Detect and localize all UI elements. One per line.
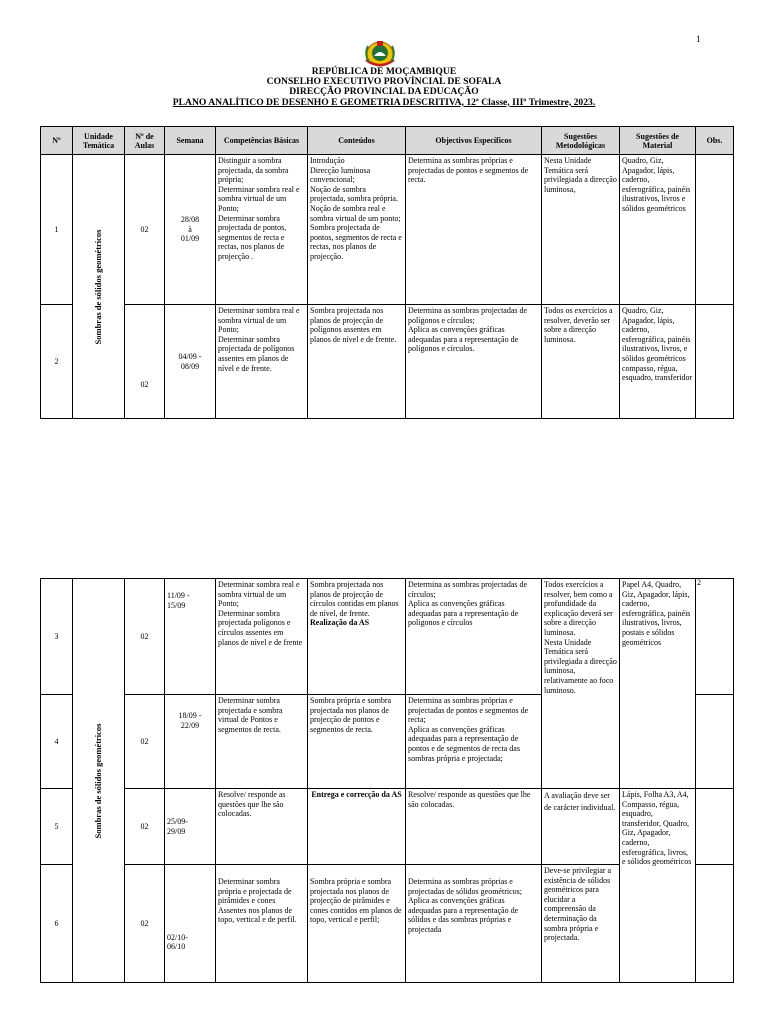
row-number: 6 bbox=[41, 865, 73, 983]
header-directorate: DIRECÇÃO PROVINCIAL DA EDUCAÇÃO bbox=[289, 86, 479, 98]
obs-cell bbox=[696, 865, 734, 983]
obs-cell bbox=[696, 305, 734, 419]
table-row bbox=[41, 155, 734, 305]
competencies-text: Determinar sombra real e sombra virtual de um Ponto; Determinar sombra projectada polígonos e círculos assentes em planos de nível e de frente bbox=[216, 579, 308, 695]
col-header-unit: Unidade Temática bbox=[73, 127, 125, 155]
contents-bold-text: Entrega e correcção da AS bbox=[308, 789, 406, 865]
col-header-week: Semana bbox=[165, 127, 216, 155]
competencies-text: Determinar sombra real e sombra virtual de um Ponto; Determinar sombra projectada de polígonos assentes em planos de nível e de frente. bbox=[216, 305, 308, 419]
week-range: 28/08 à 01/09 bbox=[165, 155, 216, 305]
col-header-material: Sugestões de Material bbox=[620, 127, 696, 155]
contents-text: Sombra própria e sombra projectada nos planos de projecção de pontos e segmentos de recta. bbox=[308, 695, 406, 789]
plan-table-page-1 bbox=[40, 126, 734, 419]
week-range: 11/09 - 15/09 bbox=[165, 579, 216, 695]
contents-text: Sombra projectada nos planos de projecção de círculos contidas em planos de nível, de frente. bbox=[310, 580, 399, 618]
table-header-row bbox=[41, 127, 734, 155]
col-header-obs: Obs. bbox=[696, 127, 734, 155]
contents-text: Sombra projectada nos planos de projecção de polígonos assentes em planos de nível e de frente. bbox=[308, 305, 406, 419]
col-header-competencies: Competências Básicas bbox=[216, 127, 308, 155]
contents-bold-text: Realização da AS bbox=[310, 618, 370, 628]
material-text: Lápis, Folha A3, A4, Compasso, régua, esquadro, transferidor, Quadro, Giz, Apagador, caderno, esferográfica, livros, e sólidos geométricos bbox=[620, 789, 696, 983]
row-number: 5 bbox=[41, 789, 73, 865]
col-header-contents: Conteúdos bbox=[308, 127, 406, 155]
objectives-text: Determina as sombras próprias e projectadas de pontos e segmentos de recta; Aplica as convenções gráficas adequadas para a representação de pontos e de segmentos de recta das sombras própria e projectada; bbox=[406, 695, 542, 789]
page-number-2: 2 bbox=[697, 578, 701, 587]
lessons-count: 02 bbox=[125, 695, 165, 789]
row-number: 4 bbox=[41, 695, 73, 789]
material-text: Papel A4, Quadro, Giz, Apagador, lápis, caderno, esferográfica, painéis ilustrativos, livros, postais e sólidos geométricos bbox=[620, 579, 696, 789]
week-range: 02/10- 06/10 bbox=[165, 865, 216, 983]
lessons-count: 02 bbox=[125, 579, 165, 695]
objectives-text: Determina as sombras próprias e projectadas de pontos e segmentos de recta. bbox=[406, 155, 542, 305]
col-header-methodology: Sugestões Metodológicas bbox=[542, 127, 620, 155]
row-number: 3 bbox=[41, 579, 73, 695]
week-range: 04/09 - 08/09 bbox=[165, 305, 216, 419]
table-row bbox=[41, 305, 734, 419]
table-row bbox=[41, 789, 734, 865]
page-number: 1 bbox=[696, 34, 701, 44]
competencies-text: Resolve/ responde as questões que lhe são colocadas. bbox=[216, 789, 308, 865]
table-row bbox=[41, 579, 734, 695]
methodology-text: Todos os exercícios a resolver, deverão ser sobre a direcção luminosa. bbox=[542, 305, 620, 419]
week-range: 25/09- 29/09 bbox=[165, 789, 216, 865]
objectives-text: Determina as sombras próprias e projectadas de sólidos geométricos; Aplica as convenções gráficas adequadas para a representação de sólidos e das sombras próprias e projectada bbox=[406, 865, 542, 983]
header-republic: REPÚBLICA DE MOÇAMBIQUE bbox=[311, 66, 457, 77]
material-text: Quadro, Giz, Apagador, lápis, caderno, esferográfica, painéis ilustrativos, livros, e sólidos geométricos compasso, régua, esquadro, transferidor bbox=[620, 305, 696, 419]
col-header-number: Nº bbox=[41, 127, 73, 155]
methodology-text: A avaliação deve ser de carácter individual. bbox=[542, 789, 620, 865]
objectives-text: Determina as sombras projectadas de polígonos e círculos; Aplica as convenções gráficas adequadas para a representação de polígonos e círculos. bbox=[406, 305, 542, 419]
unit-name: Sombras de sólidos geométricos bbox=[92, 723, 103, 838]
lessons-count: 02 bbox=[125, 789, 165, 865]
obs-cell bbox=[696, 155, 734, 305]
methodology-text: Todos exercícios a resolver, bem como a profundidade da explicação deverá ser sobre a direcção luminosa. Nesta Unidade Temática será privilegiada a direcção luminosa, relativamente ao foco luminoso. bbox=[542, 579, 620, 789]
competencies-text: Determinar sombra própria e projectada de pirâmides e cones Assentes nos planos de topo, vertical e de perfil. bbox=[216, 865, 308, 983]
document-header bbox=[0, 67, 768, 108]
coat-of-arms-emblem bbox=[360, 36, 400, 68]
header-council: CONSELHO EXECUTIVO PROVÍNCIAL DE SOFALA bbox=[266, 76, 502, 88]
lessons-count: 02 bbox=[125, 155, 165, 305]
objectives-text: Determina as sombras projectadas de círculos; Aplica as convenções gráficas adequadas para a representação de polígonos e círculos bbox=[406, 579, 542, 695]
row-number: 2 bbox=[41, 305, 73, 419]
header-plan-title: PLANO ANALÍTICO DE DESENHO E GEOMETRIA DESCRITIVA, 12ª Classe, IIIº Trimestre, 2023. bbox=[172, 96, 596, 108]
obs-cell bbox=[696, 695, 734, 789]
week-range: 18/09 - 22/09 bbox=[165, 695, 216, 789]
material-text: Quadro, Giz, Apagador, lápis, caderno, esferográfica, painéis ilustrativos, livros e sólidos geométricos bbox=[620, 155, 696, 305]
competencies-text: Determinar sombra projectada e sombra virtual de Pontos e segmentos de recta. bbox=[216, 695, 308, 789]
unit-cell bbox=[73, 155, 125, 419]
col-header-objectives: Objectivos Específicos bbox=[406, 127, 542, 155]
row-number: 1 bbox=[41, 155, 73, 305]
contents-cell bbox=[308, 579, 406, 695]
lessons-count: 02 bbox=[125, 865, 165, 983]
plan-table-page-2 bbox=[40, 578, 734, 983]
contents-text: Sombra própria e sombra projectada nos planos de projecção de pirâmides e cones contidos em planos de topo, vertical e perfil; bbox=[308, 865, 406, 983]
obs-cell bbox=[696, 579, 734, 695]
methodology-text: Deve-se privilegiar a existência de sólidos geométricos para elucidar a compreensão da determinação da sombra própria e projectada. bbox=[542, 865, 620, 983]
unit-name: Sombras de sólidos geométricos bbox=[92, 229, 103, 344]
obs-cell bbox=[696, 789, 734, 865]
competencies-text: Distinguir a sombra projectada, da sombra própria; Determinar sombra real e sombra virtual de um Ponto; Determinar sombra projectada de pontos, segmentos de recta e rectas, nos planos de projecção . bbox=[216, 155, 308, 305]
contents-text: Introdução Direcção luminosa convencional; Noção de sombra projectada, sombra própria. Noção de sombra real e sombra virtual de um ponto; Sombra projectada de pontos, segmentos de recta e rectas, nos planos de projecção. bbox=[308, 155, 406, 305]
objectives-text: Resolve/ responde as questões que lhe são colocadas. bbox=[406, 789, 542, 865]
lessons-count: 02 bbox=[125, 305, 165, 419]
unit-cell bbox=[73, 579, 125, 983]
methodology-text: Nesta Unidade Temática será privilegiada a direcção luminosa, bbox=[542, 155, 620, 305]
col-header-lessons: Nº de Aulas bbox=[125, 127, 165, 155]
